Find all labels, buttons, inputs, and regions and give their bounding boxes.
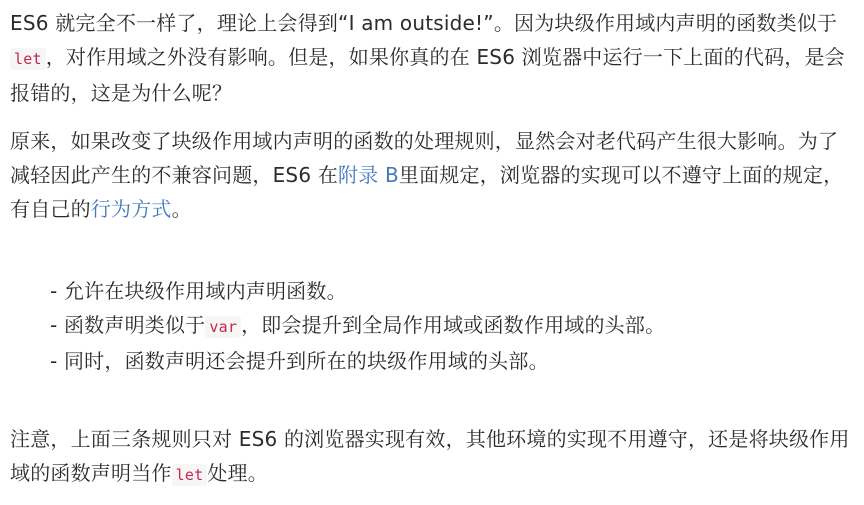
paragraph-text: 处理。 [207,461,268,485]
list-item: - 允许在块级作用域内声明函数。 [50,279,347,303]
rules-list [10,274,856,378]
paragraph-text: 。 [171,197,192,221]
paragraph-text: ，对作用域之外没有影响。但是，如果你真的在 ES6 浏览器中运行一下上面的代码，是会报错的，这是为什么呢？ [10,45,845,105]
paragraph-text: ES6 就完全不一样了，理论上会得到“I am outside!”。因为块级作用域内声明的函数类似于 [10,11,838,35]
paragraph-text: 原来，如果改变了块级作用域内声明的函数的处理规则，显然会对老代码产生很大影响。为了减轻因此产生的不兼容问题，ES6 在 [10,129,839,187]
behavior-link[interactable]: 行为方式 [90,197,172,221]
list-item [50,308,856,344]
appendix-b-link[interactable]: 附录 B [338,163,399,187]
paragraph-compat-explanation [10,124,856,226]
list-item: - 同时，函数声明还会提升到所在的块级作用域的头部。 [50,349,549,373]
paragraph-text: 里面规定，浏览器的实现可以不遵守上面的规定，有自己的 [10,163,844,221]
paragraph-es6-behavior [10,6,856,110]
list-item-text: ，即会提升到全局作用域或函数作用域的头部。 [241,313,666,337]
list-item-text: - 函数声明类似于 [50,313,206,337]
paragraph-text: 注意，上面三条规则只对 ES6 的浏览器实现有效，其他环境的实现不用遵守，还是将块级作用域的函数声明当作 [10,427,850,485]
inline-code-var: var [205,316,241,338]
inline-code-let: let [172,464,208,486]
paragraph-note [10,422,856,492]
inline-code-let: let [10,48,46,70]
